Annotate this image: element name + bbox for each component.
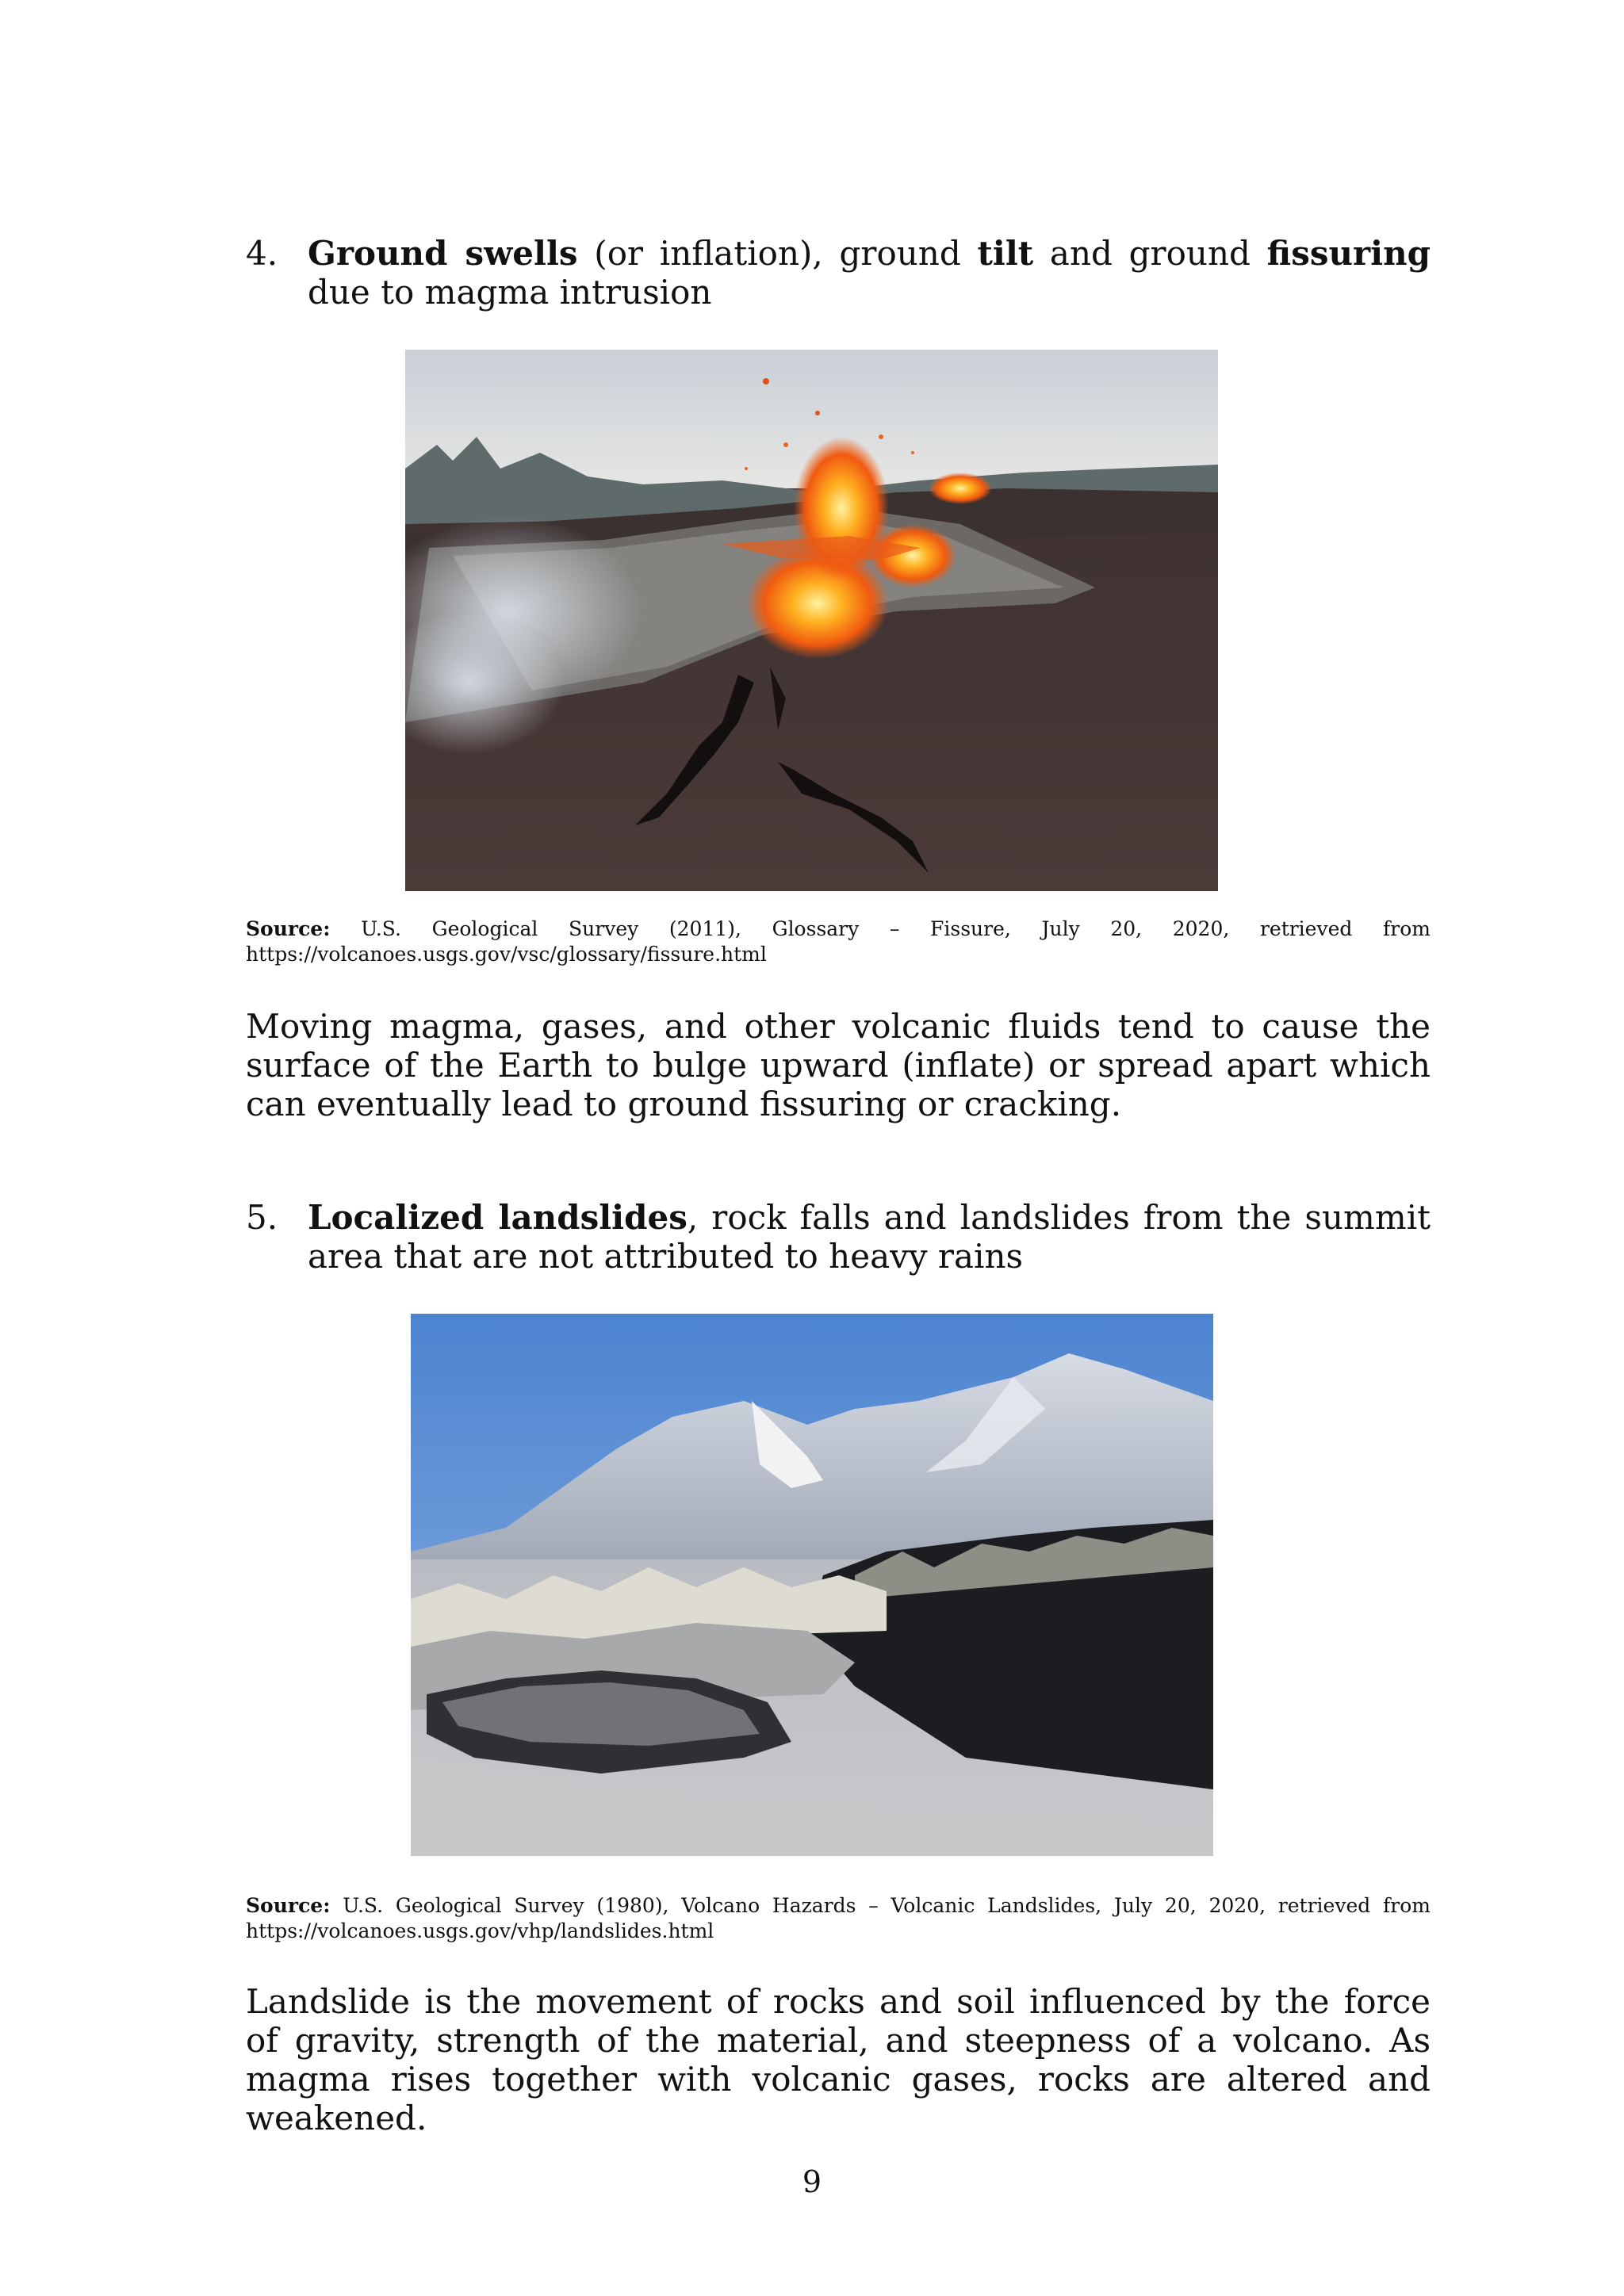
- list-item-text: Ground swells (or inflation), ground tilt and ground fissuring due to magma intrusion: [308, 234, 1431, 312]
- source-label: Source:: [246, 917, 331, 940]
- list-item-text: Localized landslides, rock falls and landslides from the summit area that are not attributed to heavy rains: [308, 1198, 1431, 1276]
- term-fissuring: fissuring: [1266, 234, 1431, 273]
- source-url: https://volcanoes.usgs.gov/vsc/glossary/fissure.html: [246, 943, 767, 966]
- list-item-number: 5.: [246, 1198, 278, 1237]
- term-ground-swells: Ground swells: [308, 234, 578, 273]
- term-tilt: tilt: [977, 234, 1034, 273]
- page-number: 9: [802, 2164, 822, 2199]
- source-label: Source:: [246, 1894, 331, 1917]
- paragraph-landslide: Landslide is the movement of rocks and soil influenced by the force of gravity, strength of the material, and steepness of a volcano. As magma rises together with volcanic gases, rocks are altered and weakened.: [246, 1982, 1431, 2137]
- source-citation: U.S. Geological Survey (2011), Glossary – Fissure, July 20, 2020, retrieved from: [330, 917, 1431, 940]
- fissure-eruption-photo: [405, 350, 1218, 891]
- volcanic-landslide-photo: [411, 1314, 1213, 1856]
- source-url: https://volcanoes.usgs.gov/vhp/landslides.html: [246, 1919, 714, 1942]
- list-item-number: 4.: [246, 234, 278, 273]
- paragraph-fissuring: Moving magma, gases, and other volcanic fluids tend to cause the surface of the Earth to bulge upward (inflate) or spread apart which can eventually lead to ground fissuring or cracking.: [246, 1007, 1431, 1123]
- figure-source-fissure: [246, 916, 1431, 967]
- figure-source-landslides: [246, 1893, 1431, 1944]
- source-citation: U.S. Geological Survey (1980), Volcano Hazards – Volcanic Landslides, July 20, 2020, retrieved from: [330, 1894, 1431, 1917]
- list-item-localized-landslides: [246, 1198, 1431, 1276]
- term-localized-landslides: Localized landslides: [308, 1198, 688, 1237]
- list-item-ground-swells: [246, 234, 1431, 312]
